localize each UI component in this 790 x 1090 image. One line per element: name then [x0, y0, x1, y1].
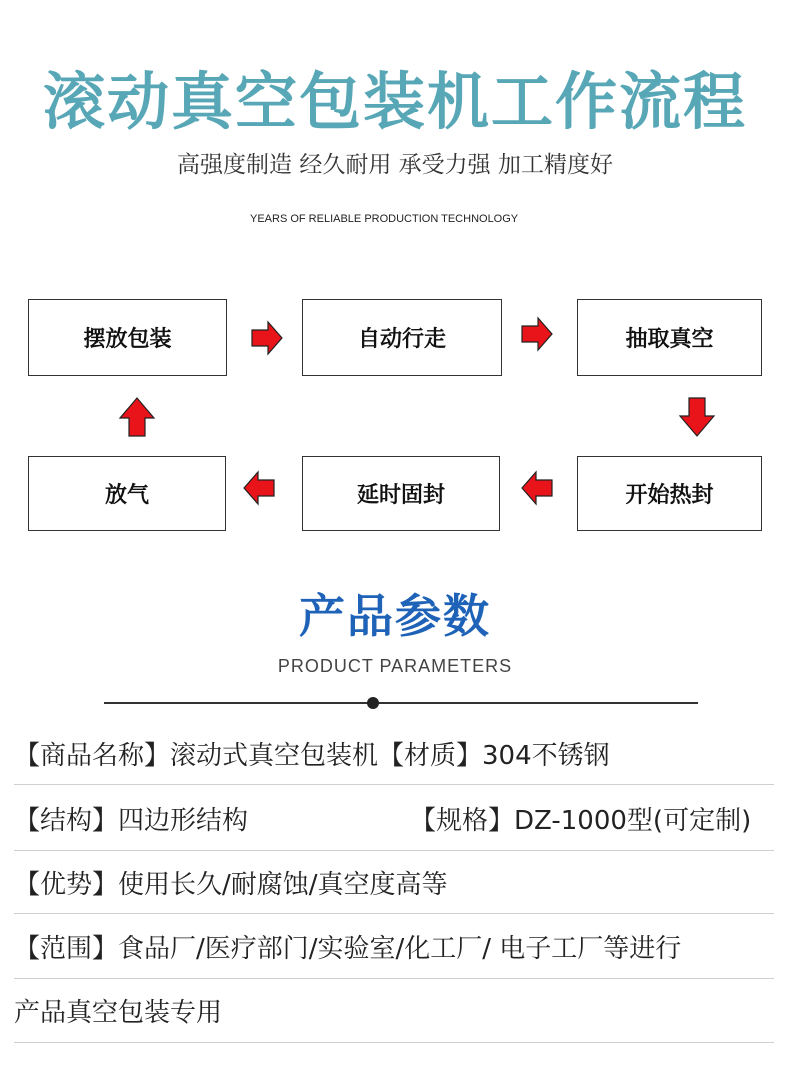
param-row-name-material: 【商品名称】滚动式真空包装机【材质】304不锈钢	[14, 741, 610, 771]
arrow-right-icon	[250, 320, 284, 356]
flow-step-6: 放气	[28, 456, 226, 531]
param-row-scope: 【范围】食品厂/医疗部门/实验室/化工厂/ 电子工厂等进行	[14, 934, 682, 964]
row-divider	[14, 784, 774, 785]
arrow-right-icon	[520, 316, 554, 352]
flow-step-2: 自动行走	[302, 299, 502, 376]
arrow-down-icon	[678, 396, 716, 438]
arrow-left-icon	[520, 470, 554, 506]
divider-dot	[367, 697, 379, 709]
row-divider	[14, 913, 774, 914]
flow-step-4: 开始热封	[577, 456, 762, 531]
divider	[104, 702, 698, 704]
flow-step-3: 抽取真空	[577, 299, 762, 376]
params-title: 产品参数	[299, 589, 491, 643]
row-divider	[14, 978, 774, 979]
param-row-scope-continued: 产品真空包装专用	[14, 998, 223, 1028]
page-subtitle: 高强度制造 经久耐用 承受力强 加工精度好	[177, 152, 613, 178]
arrow-up-icon	[118, 396, 156, 438]
tagline: YEARS OF RELIABLE PRODUCTION TECHNOLOGY	[250, 213, 519, 225]
flow-step-1: 摆放包装	[28, 299, 227, 376]
row-divider	[14, 1042, 774, 1043]
page-title: 滚动真空包装机工作流程	[42, 65, 747, 138]
param-structure: 【结构】四边形结构	[14, 806, 249, 836]
arrow-left-icon	[242, 470, 276, 506]
row-divider	[14, 850, 774, 851]
param-spec: 【规格】DZ-1000型(可定制)	[410, 806, 752, 836]
param-row-structure-spec	[14, 791, 774, 851]
params-subtitle: PRODUCT PARAMETERS	[277, 656, 513, 676]
param-row-advantage: 【优势】使用长久/耐腐蚀/真空度高等	[14, 870, 448, 900]
flow-step-5: 延时固封	[302, 456, 500, 531]
